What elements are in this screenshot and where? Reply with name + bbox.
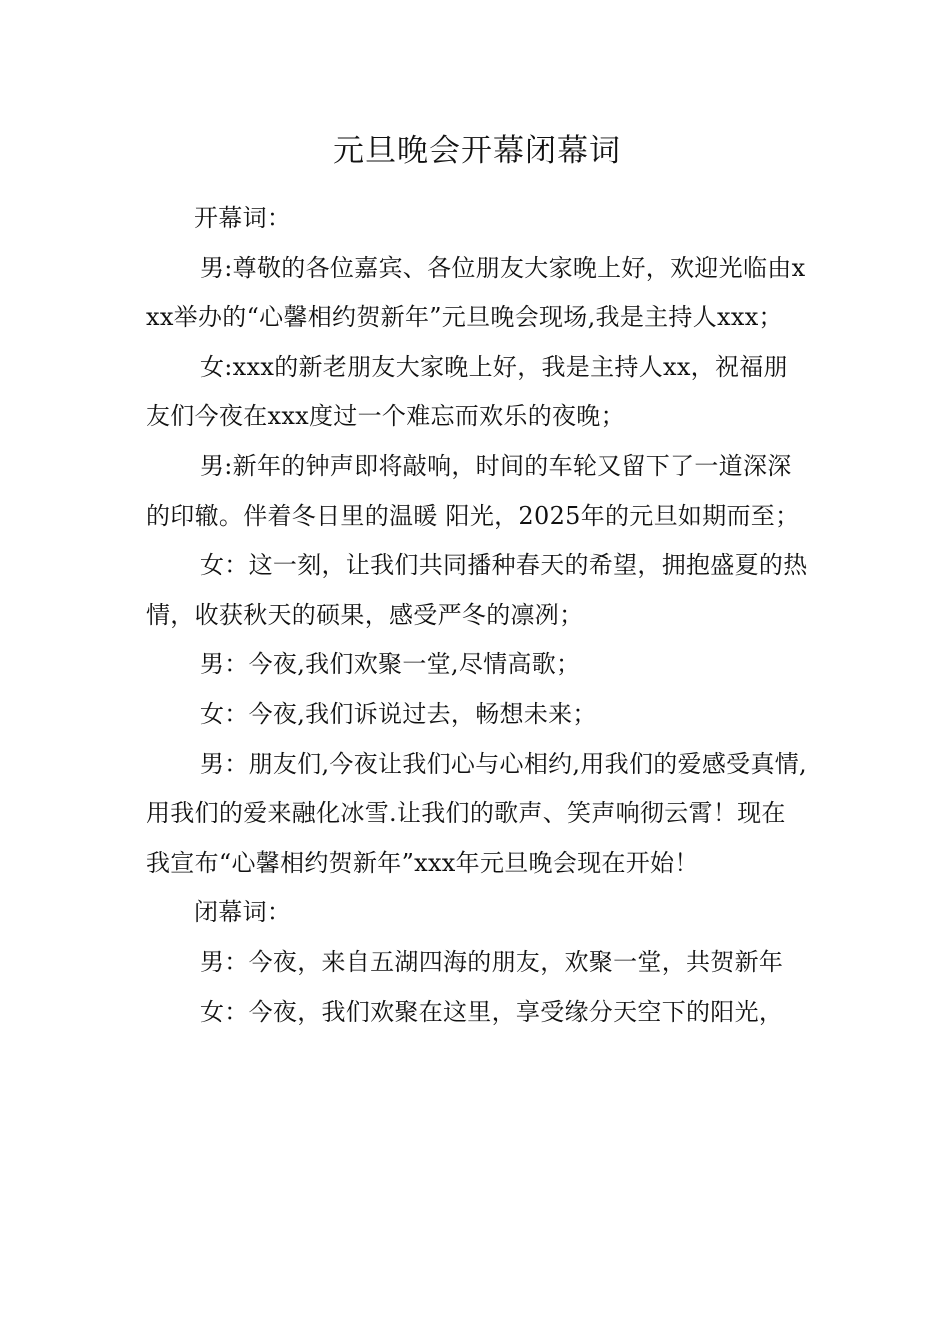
paragraph: 女:xxx的新老朋友大家晚上好，我是主持人xx，祝福朋友们今夜在xxx度过一个难忘而欢乐的夜晚； xyxy=(146,352,788,431)
document-title: 元旦晚会开幕闭幕词 xyxy=(333,133,621,169)
section-heading-closing: 闭幕词： xyxy=(194,898,292,927)
document-page xyxy=(146,124,808,1037)
paragraph: 女：今夜,我们诉说过去，畅想未来； xyxy=(200,699,597,728)
paragraph: 女：这一刻，让我们共同播种春天的希望，拥抱盛夏的热情，收获秋天的硕果，感受严冬的凛冽； xyxy=(146,551,808,629)
paragraph: 男：今夜，来自五湖四海的朋友，欢聚一堂，共贺新年 xyxy=(200,947,784,976)
paragraph: 男：朋友们,今夜让我们心与心相约,用我们的爱感受真情,用我们的爱来融化冰雪.让我们的歌声、笑声响彻云霄！现在我宣布“心馨相约贺新年”xxx年元旦晚会现在开始！ xyxy=(146,749,807,877)
paragraph: 男:新年的钟声即将敲响，时间的车轮又留下了一道深深的印辙。伴着冬日里的温暖 阳光，2025年的元旦如期而至； xyxy=(146,451,800,530)
paragraph: 男:尊敬的各位嘉宾、各位朋友大家晚上好，欢迎光临由xxx举办的“心馨相约贺新年”元旦晚会现场,我是主持人xxx； xyxy=(146,253,806,332)
paragraph: 男：今夜,我们欢聚一堂,尽情高歌； xyxy=(200,650,581,679)
paragraph: 女：今夜，我们欢聚在这里，享受缘分天空下的阳光， xyxy=(200,997,784,1026)
section-heading-opening: 开幕词： xyxy=(194,204,292,232)
